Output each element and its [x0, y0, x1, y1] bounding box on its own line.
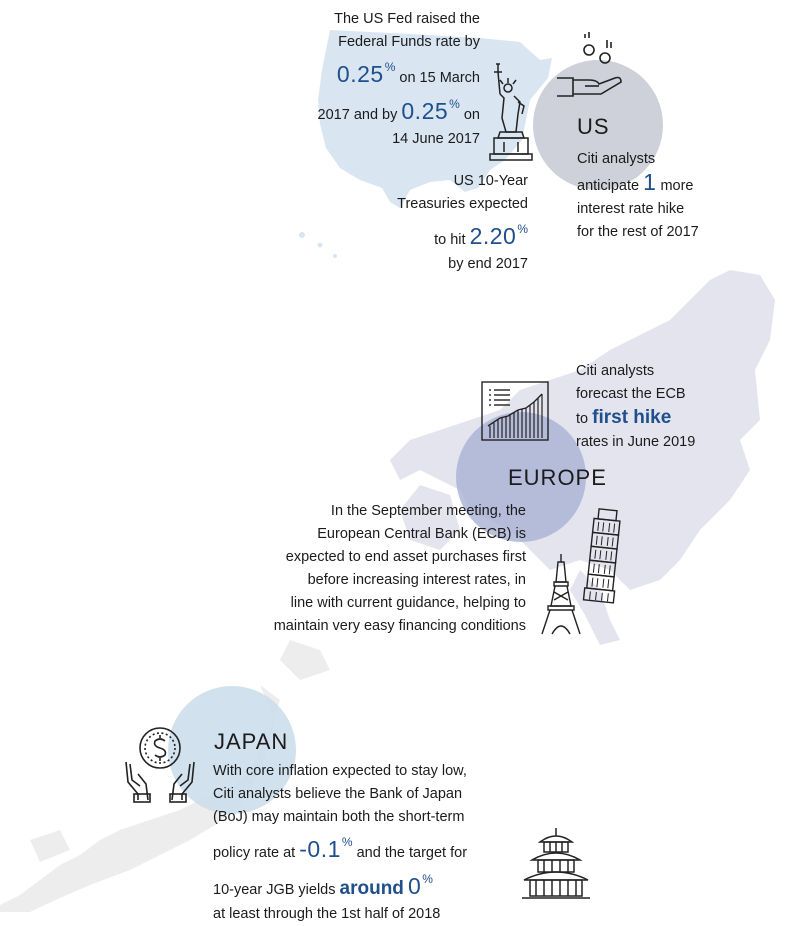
us-fed-line2: Federal Funds rate by [338, 34, 480, 50]
leaning-tower-icon [582, 508, 632, 606]
europe-forecast-line1: Citi analysts [576, 363, 655, 379]
europe-meeting-line: maintain very easy financing conditions [273, 618, 526, 634]
japan-highlight: around [339, 878, 404, 899]
pagoda-icon [516, 826, 596, 902]
europe-forecast-line2: forecast the ECB [576, 386, 686, 402]
us-treasury-text [328, 170, 528, 276]
us-fed-line3-suffix: on 15 March [399, 70, 480, 86]
japan-value1: -0.1 [299, 836, 341, 862]
europe-forecast-text [576, 360, 776, 454]
us-fed-text [240, 8, 480, 151]
us-fed-line5: 14 June 2017 [392, 131, 480, 147]
japan-text [213, 760, 543, 926]
europe-meeting-line: line with current guidance, helping to [290, 595, 526, 611]
us-region-label: US [577, 114, 610, 139]
eiffel-tower-icon [540, 552, 582, 636]
us-fed-pct2: % [449, 97, 460, 111]
us-treasury-value: 2.20 [469, 223, 517, 249]
us-citi-line3: interest rate hike [577, 201, 685, 217]
europe-meeting-line: expected to end asset purchases first [285, 549, 526, 565]
us-citi-text [577, 148, 777, 244]
us-fed-line4-suffix: on [463, 107, 480, 123]
statue-of-liberty-icon [488, 58, 534, 162]
us-treasury-line1: US 10-Year [453, 173, 528, 189]
japan-pct1: % [341, 835, 353, 849]
us-citi-line1: Citi analysts [577, 151, 656, 167]
us-citi-line2-suffix: more [660, 178, 694, 194]
us-citi-line4: for the rest of 2017 [577, 224, 699, 240]
us-fed-value2: 0.25 [401, 98, 449, 124]
us-citi-value: 1 [643, 169, 657, 195]
us-treasury-pct: % [517, 222, 528, 236]
us-treasury-line4: by end 2017 [448, 256, 528, 272]
us-citi-line2-prefix: anticipate [577, 178, 640, 194]
dollar-hands-icon [120, 724, 200, 804]
japan-region-label: JAPAN [214, 729, 289, 754]
japan-line4-prefix: policy rate at [213, 845, 296, 861]
europe-forecast-highlight: first hike [592, 407, 672, 428]
japan-line4-suffix: and the target for [356, 845, 468, 861]
europe-meeting-line: European Central Bank (ECB) is [317, 526, 526, 542]
europe-meeting-text [190, 500, 526, 638]
coins-hand-icon [555, 28, 635, 100]
europe-forecast-line4: rates in June 2019 [576, 434, 696, 450]
europe-meeting-line: In the September meeting, the [330, 503, 526, 519]
europe-region-label: EUROPE [508, 465, 607, 490]
japan-line1: With core inflation expected to stay low, [213, 763, 467, 779]
japan-line6: at least through the 1st half of 2018 [213, 906, 441, 922]
us-fed-value1: 0.25 [336, 61, 384, 87]
us-fed-pct1: % [384, 60, 396, 74]
japan-line5-prefix: 10-year JGB yields [213, 882, 336, 898]
market-chart-icon [480, 380, 550, 442]
us-treasury-line3-prefix: to hit [434, 232, 466, 248]
europe-forecast-line3-prefix: to [576, 411, 589, 427]
us-treasury-line2: Treasuries expected [397, 196, 528, 212]
japan-line3: (BoJ) may maintain both the short-term [213, 809, 465, 825]
japan-pct2: % [422, 872, 433, 886]
europe-meeting-line: before increasing interest rates, in [307, 572, 526, 588]
japan-line2: Citi analysts believe the Bank of Japan [213, 786, 463, 802]
us-fed-line4-prefix: 2017 and by [317, 107, 398, 123]
us-fed-line1: The US Fed raised the [334, 11, 480, 27]
japan-value2: 0 [407, 873, 422, 899]
